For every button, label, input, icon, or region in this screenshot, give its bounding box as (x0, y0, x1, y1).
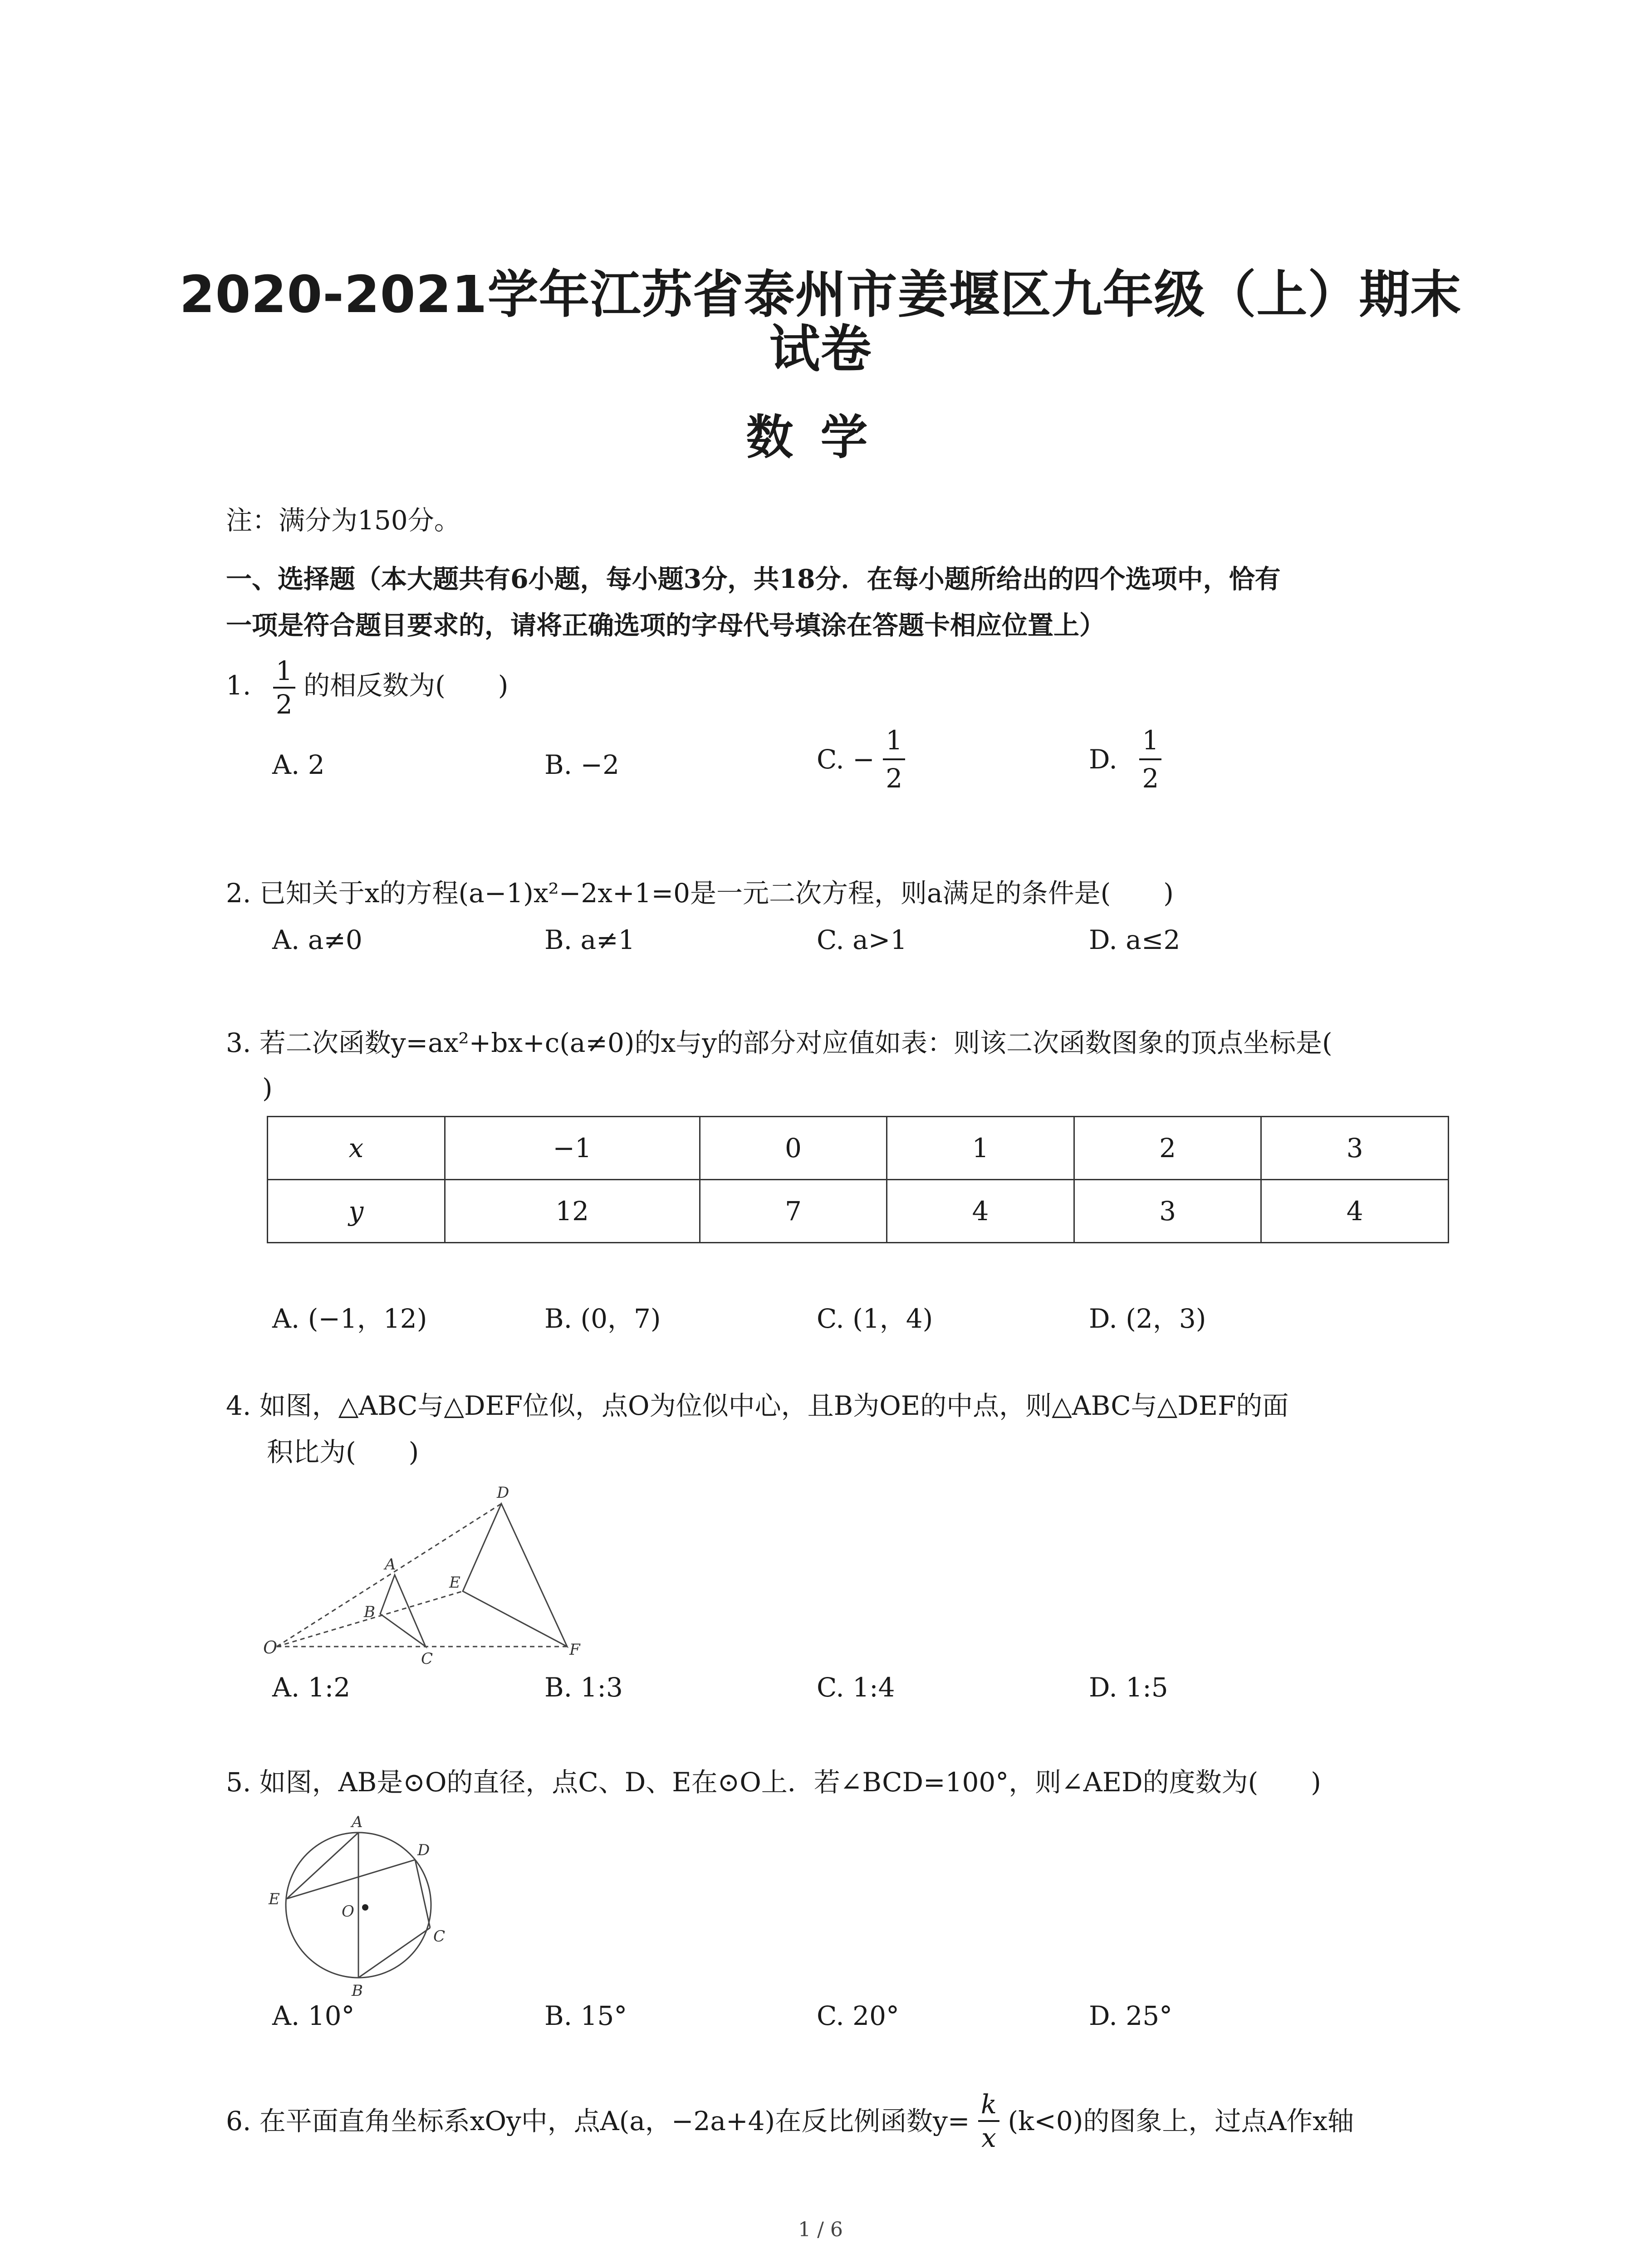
q5-option-d: D. 25° (1089, 2000, 1173, 2031)
q2-option-b: B. a≠1 (544, 924, 635, 955)
fraction-numerator: k (978, 2091, 999, 2122)
label-b: B (352, 1982, 363, 2000)
triangle-def (463, 1504, 567, 1647)
homothety-figure (263, 1479, 608, 1669)
question-6-suffix: (k<0)的图象上，过点A作x轴 (1008, 2106, 1354, 2136)
q1-option-b: B. −2 (544, 749, 619, 780)
table-cell: −1 (445, 1117, 700, 1180)
question-1 (226, 655, 509, 720)
values-table (267, 1116, 1449, 1243)
q4-option-a: A. 1:2 (272, 1672, 351, 1703)
exam-title-line2: 试卷 (769, 320, 872, 379)
q5-option-c: C. 20° (817, 2000, 899, 2031)
center-point (362, 1904, 368, 1911)
question-1-number: 1. (226, 670, 251, 701)
table-cell: 3 (1261, 1117, 1449, 1180)
subject-title: 数学 (746, 410, 895, 465)
label-d: D (417, 1841, 430, 1859)
q1-option-d (1089, 725, 1161, 794)
q3-option-c: C. (1，4) (817, 1303, 933, 1334)
dashed-line-od (277, 1504, 501, 1647)
question-4-line1: 4. 如图，△ABC与△DEF位似，点O为位似中心，且B为OE的中点，则△ABC与△DEF的面 (226, 1390, 1289, 1421)
label-c: C (433, 1927, 446, 1945)
label-f: F (569, 1641, 580, 1659)
label-c: C (421, 1650, 433, 1668)
page-number: 1 / 6 (798, 2218, 843, 2241)
circle-figure (259, 1810, 458, 2000)
q1-option-d-fraction (1139, 725, 1161, 794)
table-header-y: y (268, 1180, 445, 1243)
table-cell: 12 (445, 1180, 700, 1243)
table-header-x: x (268, 1117, 445, 1180)
q4-option-d: D. 1:5 (1089, 1672, 1168, 1703)
q1-option-d-label: D. (1089, 744, 1117, 775)
label-e: E (269, 1890, 280, 1908)
table-cell: 7 (700, 1180, 887, 1243)
question-3-line1: 3. 若二次函数y=ax²+bx+c(a≠0)的x与y的部分对应值如表：则该二次函数图象的顶点坐标是( (226, 1027, 1332, 1058)
label-a: A (385, 1555, 396, 1574)
fraction-denominator: 2 (886, 763, 903, 794)
fraction-numerator: 1 (273, 658, 295, 689)
label-b: B (364, 1603, 375, 1621)
q4-option-c: C. 1:4 (817, 1672, 895, 1703)
question-3-line2: ) (262, 1073, 273, 1104)
question-5: 5. 如图，AB是⊙O的直径，点C、D、E在⊙O上．若∠BCD=100°，则∠AED的度数为( ) (226, 1767, 1321, 1798)
q3-option-d: D. (2，3) (1089, 1303, 1206, 1334)
q2-option-d: D. a≤2 (1089, 924, 1181, 955)
fraction-denominator: x (981, 2122, 996, 2153)
label-d: D (497, 1484, 509, 1502)
fraction-denominator: 2 (275, 689, 293, 720)
question-1-fraction (273, 655, 295, 720)
table-cell: 2 (1074, 1117, 1261, 1180)
label-o: O (263, 1637, 278, 1657)
question-2: 2. 已知关于x的方程(a−1)x²−2x+1=0是一元二次方程，则a满足的条件是( ) (226, 878, 1174, 909)
section1-heading-line2: 一项是符合题目要求的，请将正确选项的字母代号填涂在答题卡相应位置上） (226, 610, 1105, 640)
q3-option-b: B. (0，7) (544, 1303, 661, 1334)
table-row-x (268, 1117, 1449, 1180)
q1-option-c-label: C. − (817, 744, 875, 775)
question-6-prefix: 6. 在平面直角坐标系xOy中，点A(a，−2a+4)在反比例函数y= (226, 2106, 970, 2136)
section1-heading-line1: 一、选择题（本大题共有6小题，每小题3分，共18分．在每小题所给出的四个选项中，恰有 (226, 564, 1281, 594)
table-cell: 1 (887, 1117, 1074, 1180)
table-cell: 4 (1261, 1180, 1449, 1243)
chord-cb (358, 1928, 430, 1978)
table-cell: 0 (700, 1117, 887, 1180)
exam-title-line1: 2020-2021学年江苏省泰州市姜堰区九年级（上）期末 (179, 265, 1462, 324)
q1-option-a: A. 2 (272, 749, 325, 780)
label-o: O (342, 1902, 354, 1921)
question-1-text: 的相反数为( ) (304, 670, 509, 701)
q1-option-c-fraction (883, 725, 905, 794)
q3-option-a: A. (−1，12) (272, 1303, 427, 1334)
table-row-y (268, 1180, 1449, 1243)
triangle-abc (380, 1575, 426, 1647)
table-cell: 4 (887, 1180, 1074, 1243)
fraction-numerator: 1 (1139, 725, 1161, 760)
question-4-line2: 积比为( ) (267, 1437, 419, 1467)
score-note: 注：满分为150分。 (226, 505, 460, 536)
q1-option-c (817, 725, 905, 794)
question-6-fraction (978, 2091, 999, 2151)
label-e: E (449, 1574, 460, 1592)
q2-option-c: C. a>1 (817, 924, 907, 955)
q5-option-a: A. 10° (272, 2000, 355, 2031)
fraction-denominator: 2 (1142, 763, 1159, 794)
question-6 (226, 2091, 1354, 2151)
q5-option-b: B. 15° (544, 2000, 627, 2031)
q4-option-b: B. 1:3 (544, 1672, 623, 1703)
fraction-numerator: 1 (883, 725, 905, 760)
chord-ed (287, 1860, 415, 1899)
q2-option-a: A. a≠0 (272, 924, 362, 955)
label-a: A (352, 1813, 363, 1831)
table-cell: 3 (1074, 1180, 1261, 1243)
